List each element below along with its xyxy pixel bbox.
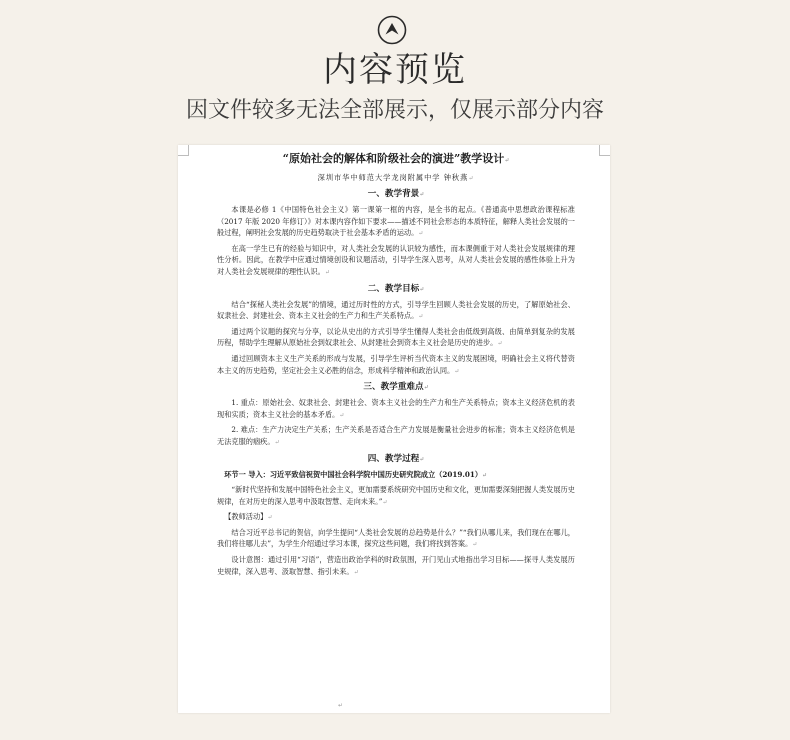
- paragraph: “新时代坚持和发展中国特色社会主义，更加需要系统研究中国历史和文化，更加需要深刻把握人类发展历史规律，在对历史的深入思考中汲取智慧、走向未来。”↵: [217, 485, 575, 506]
- paragraph: 2. 难点：生产力决定生产关系；生产关系是否适合生产力发展是衡量社会进步的标准；资本主义经济危机是无法克服的痼疾。↵: [217, 425, 575, 446]
- page-corner-mark: [178, 145, 189, 156]
- paragraph: 在高一学生已有的经验与知识中，对人类社会发展的认识较为感性，而本课侧重于对人类社会发展规律的理性分析。因此，在教学中应通过情境创设和议题活动，引导学生深入思考，从对人类社会发展的感性体验上升为对人类社会发展规律的理性认识。↵: [217, 243, 575, 276]
- paragraph: 结合“探秘人类社会发展”的情境，通过历时性的方式，引导学生回顾人类社会发展的历史，了解原始社会、奴隶社会、封建社会、资本主义社会的生产力和生产关系特点。↵: [217, 299, 575, 321]
- chevron-up-circle-icon: [377, 15, 407, 45]
- paragraph: 通过两个议题的探究与分享，以论从史出的方式引导学生懂得人类社会由低级到高级、由简单到复杂的发展历程，帮助学生理解从原始社会到奴隶社会、从封建社会到资本主义社会是历史的进步。↵: [217, 326, 575, 348]
- document-page: [178, 145, 610, 713]
- preview-title: 内容预览: [323, 50, 467, 90]
- subsection-heading: 环节一 导入：习近平致信祝贺中国社会科学院中国历史研究院成立（2019.01）↵: [224, 469, 488, 479]
- section-heading: 二、教学目标↵: [367, 283, 425, 294]
- paragraph: 设计意图：通过引用“习语”，营造出政治学科的时政氛围，开门见山式地指出学习目标——探寻人类发展历史规律，深入思考、汲取智慧、指引未来。↵: [217, 555, 575, 576]
- paragraph: 1. 重点：原始社会、奴隶社会、封建社会、资本主义社会的生产力和生产关系特点；资本主义经济危机的表现和实质；资本主义社会的基本矛盾。↵: [217, 398, 575, 419]
- section-heading: 四、教学过程↵: [367, 453, 425, 464]
- preview-subtitle: 因文件较多无法全部展示，仅展示部分内容: [185, 98, 604, 123]
- paragraph: 【教师活动】↵: [224, 512, 273, 522]
- section-heading: 一、教学背景↵: [367, 189, 425, 199]
- paragraph: 结合习近平总书记的贺信，向学生提问“人类社会发展的总趋势是什么？”“我们从哪儿来，我们现在在哪儿，我们将往哪儿去”，为学生介绍通过学习本课，探究这些问题，我们将找到答案。↵: [217, 527, 575, 549]
- paragraph: 本课是必修 1《中国特色社会主义》第一课第一框的内容，是全书的起点。《普通高中思想政治课程标准（2017 年版 2020 年修订）》对本课内容作如下要求——描述不同社会形态的本质特征，解释人类社会发展的一般过程，阐明社会发展的历史趋势取决于社会基本矛盾的运动。↵: [217, 205, 575, 238]
- end-paragraph-mark: ↵: [338, 702, 344, 709]
- paragraph: 通过回顾资本主义生产关系的形成与发展，引导学生评析当代资本主义的发展困境，明确社会主义将代替资本主义的历史趋势，坚定社会主义必胜的信念，形成科学精神和政治认同。↵: [217, 353, 575, 375]
- document-content: [217, 151, 575, 581]
- section-heading: 三、教学重难点↵: [363, 382, 429, 393]
- document-author: 深圳市华中师范大学龙岗附属中学 钟秋燕↵: [317, 173, 475, 182]
- document-title: “原始社会的解体和阶级社会的演进”教学设计↵: [282, 152, 510, 165]
- page-corner-mark: [599, 145, 610, 156]
